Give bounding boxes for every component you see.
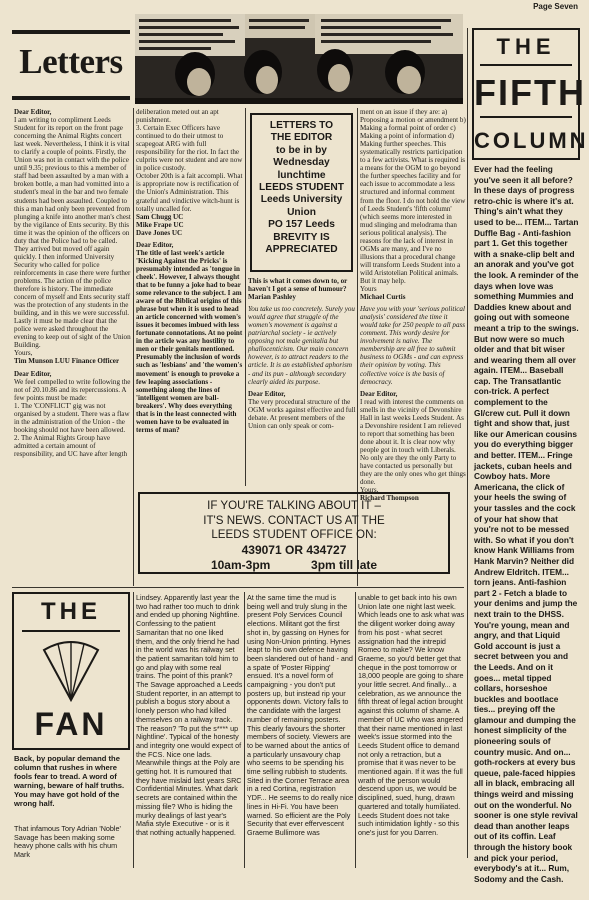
letter2-continued: deliberation meted out an apt punishment.: [136, 108, 219, 125]
letter2-signature-1: Sam Chugg UC: [136, 212, 184, 221]
letters-column-1: [14, 108, 131, 586]
letter2-point2: 2. The Animal Rights Group have admitted a certain amount of responsibility, and UC have after length: [14, 433, 128, 458]
letters-column-2: [136, 108, 244, 486]
letters-heading-box: [12, 30, 130, 100]
fan-intro: Back, by popular demand the column that rushes in where fools fear to tread. A word of warning, beware of half truths. You may have got hold of the wrong half.: [14, 754, 125, 808]
page-number: Page Seven: [533, 2, 578, 11]
letter2-intro: We feel compelled to write following the not of 20.10.86 and its repercussions. A few points must be made:: [14, 377, 131, 402]
letter4-salutation: Dear Editor,: [248, 389, 286, 398]
letter4-continued: ment on an issue if they are: a) Proposing a motion or amendment b) Making a formal point of order c) Making a point of information d) Making further speeches. This systematically restricts participation to a few activists. What is required is a means for the OGM to go beyond the further speeches facility and for each issue to accommodate a less structured and informal comment from the floor. I do not hold the view of Leeds Student's 'fifth column' (which seems more interested in mud slinging and melodrama than serious political analysis). The reasons for the lack of interest in OGMs are many, and I've no illusions that a procedural change will transform Leeds Student into a wild Aristotelian Political animals. But it may help.: [360, 108, 466, 285]
letter4-editor-reply: Have you with your 'serious political analysis' considered the time it would take for 250 people to all pass comment. This wordy desire for involvement is naive. The membership are all free to submit business to OGMs - and can express their opinion by voting. This collective voice is the basis of democracy.: [360, 305, 466, 386]
fan-title-fan: FAN: [34, 706, 108, 742]
fan-graphic-icon: [40, 638, 102, 704]
letter2-point3: 3. Certain Exec Officers have continued to do their utmost to scapegoat ARG with full responsibility for the riot. In fact the culprits were not student and are now in police custody.: [136, 124, 243, 173]
contact-newsroom-box: [138, 492, 450, 574]
letter5-signature: Richard Thompson: [360, 494, 419, 503]
contact-hours-evening: 3pm till late: [311, 557, 378, 572]
letters-column-3: [248, 277, 356, 486]
fifth-column-title-the: THE: [496, 34, 556, 59]
letter2-signature-3: Dave Jones UC: [136, 228, 183, 237]
letter4-closing: Yours: [360, 285, 377, 294]
contact-hours-day: 10am-3pm: [210, 557, 271, 572]
letter4-body: The very procedural structure of the OGM works against effective and full debate. At present members of the Union can only speak or com-: [248, 397, 356, 430]
photo-illustration: [135, 14, 463, 104]
box-line: Leeds University: [260, 194, 343, 206]
letter1-body: I am writing to compliment Leeds Student for its report on the front page concerning the Animal Rights concert last week. Nevertheless, I think it is vital to clarify a couple of points. Firstly, the Union was not in contact with the police until 9.35; previous to this a member of staff had been assaulted by a man with a broken bottle, a man had vomitted into a student's meal in the bar and two female students had been assaulted. Coupled to this a man had only been prevented from plunging a knife into another man's chest by the vigilance of Ents security. By this time it was the opinion of the officers on duty that the Police had to be called. They arrived but moved off again quickly. I then informed University Security who called for police reinforcements in case there were further problems. The action of the police therefore is history. The immediate concern of myself and Ents security staff was the protection of any students in the building, and in this we were successful. Lastly it must be made clear that the police were asked throughout the evening to keep out of sight of the Union Building.: [14, 116, 131, 350]
fifth-column-title-box: [472, 28, 589, 160]
box-line: LEEDS STUDENT: [259, 182, 344, 194]
box-line: THE EDITOR: [270, 132, 333, 144]
fifth-column-title-fifth: FIFTH: [474, 72, 586, 113]
fan-column-1: That infamous Tory Adrian 'Noble' Savage has been making some heavy phone calls with his chum Mark: [14, 824, 121, 860]
fan-title-the: THE: [41, 598, 101, 625]
box-line: PO 157 Leeds: [268, 219, 335, 231]
fan-column-2: Lindsey. Apparently last year the two had rather too much to drink and ended up phoning Nightline. Confessing to the patient Samaritan that no one liked them, and the only friend he had in the world was his railway set the patient samaritan told him to go and play with some real trains. The point of this prank? The Savage approached a Leeds Student reporter, in an attempt to publish a bogus story about a lonely person who had killed themselves on a railway track. The reason? 'To put the s**** up Nightline'. Typical of the honesty and integrity one would expect of the FCS. Nice one lads. Meanwhile things at the Poly are getting hot. It is rumoured that they have mislaid last years SRC Confidential Minutes. What dark secrets are contained within the missing file? Who is hiding the murky dealings of last year's Mafia style Executive - or is it that nothing actually happened.: [136, 593, 243, 837]
box-line: to be in by: [276, 144, 327, 156]
letter3-salutation: Dear Editor,: [136, 240, 174, 249]
letter3-editor-reply: You take us too concretely. Surely you would agree that struggle of the women's movement is against a patriarchal society - ie actively opposing not male genitalia but phallocenticism. Our main concern however, is to attract readers to the article. It is an established aphorism - and its pun - although secondary clearly aided its purpose.: [248, 305, 355, 386]
fifth-column-title-column: COLUMN: [474, 128, 589, 153]
letter2-signature-2: Mike Frape UC: [136, 220, 184, 229]
contact-line-2: IT'S NEWS. CONTACT US AT THE: [203, 513, 385, 527]
letters-title: Letters: [19, 42, 123, 81]
letter2-paragraph: October 20th is a fait accompli. What is appropriate now is rectification of the Union's Administration. This grateful and vindictive witch-hunt is totally uncalled for.: [136, 172, 243, 213]
letter1-salutation: Dear Editor,: [14, 108, 52, 116]
box-line: Wednesday: [273, 157, 330, 169]
letter2-salutation: Dear Editor,: [14, 369, 52, 378]
contact-line-1: IF YOU'RE TALKING ABOUT IT –: [207, 499, 381, 512]
box-line: LETTERS TO: [269, 120, 334, 131]
letter2-point1: 1. The 'CONFLICT' gig was not organised by a student. There was a flaw in the administration of the Union - the booking should not have been allowed.: [14, 401, 130, 434]
contact-phone-numbers: 439071 OR 434727: [241, 542, 347, 557]
fifth-column-text: Ever had the feeling you've seen it all before? In these days of progress retro-chic is where it's at. Thing's ain't what they used to be... ITEM... Tartan Duffle Bag - Anti-fashion part 1. Get this together with a snake-clip belt and an anorak and you've got the look. A reminder of the days when love was something Mummies and Daddies knew about and going out with someone meant a trip to the swings. But now were so much older and that bit wiser and wearing them all over again. ITEM... Baseball cap. The Transatlantic con-trick. A perfect complement to the GI/crew cut. Pull it down tight and show that, just like our American cousins you do everything bigger and better. ITEM... Fringe jackets, cuban heels and Cowboy hats. More Americana, the click of your heels the swing of your tassles and the cock of your hat show that you're not to be messed with. So what if you don't know Hank Williams from Hank Marvin? Neither did Andrew Eldritch. ITEM... torn jeans. Anti-fashion part 2 - Fetch a blade to your denims and jump the next train to the DHSS. You're young, mean and angry, and that Liquid Gold account is just a secret between you and the Leeds. And on it goes... metal tipped collars, horseshoe buckles and bootlace ties... preying off the glamour and dumping the honest simplicity of the pioneering souls of country music. And on... goth-rockers at every bus queue, pale-faced hippies all in black, embracing all things weird and missing out on the wonderful. No sooner is one style revival dead than another leaps out of its coffin. Leaf through the history book and pick your period, everybody's at it... Rum, Sodomy and the Cash.: [474, 164, 579, 884]
letters-to-editor-box: [250, 113, 353, 272]
letter5-closing: Yours,: [360, 486, 379, 495]
letter3-body: The title of last week's article 'Kicking Against the Pricks' is presumably intended as 'tongue in cheek'. However, I always thought that to be funny a joke had to bear some relevance to the subject. I am aware of the Biblical origins of this phrase but when it is used to head an article concerned with women's issues it becomes imbued with less fortunate connotations. At no point in the article was any hostility to men or their genitals mentioned. Presumably the inclusion of words such as 'lesbians' and 'the women's movement' is enough to provoke a few leaping associations - something along the lines of 'intelligent women are ball-breakers'. Why does everything that is in the least connected with women have to be evaluated in terms of man?: [136, 248, 243, 434]
fan-column-3: At the same time the mud is being well and truly slung in the present Poly Services Council elections. Militant got the first shot in, by gassing on Hynes for using Non-Union printing. Hynes leapt to his own defence having been slandered out of hand - and a spate of 'Poster Ripping' ensued. It's a novel form of campaigning - you don't put posters up, but instead rip your opponents down. Victory falls to the candidate with the largest number of remaining posters. This clearly favours the shorter members of society. Viewers are to be warned about the antics of a particularly unsavoury chap who seems to be spending his time selling rubbish to students. Sited in the Corner Terrace area in a red Cortina, registration YDF... He seems to do really nice lines in Hi-Fi. You have been warned. So efficient are the Poly Security that ever effervescent Graeme Bullimore was: [247, 593, 354, 837]
fan-title-box: [12, 592, 130, 750]
photo-people-reading-newspapers: [135, 14, 463, 104]
letter1-closing: Yours,: [14, 349, 33, 358]
contact-line-3: LEEDS STUDENT OFFICE ON:: [211, 528, 377, 541]
letter3-signature: Marian Pashley: [248, 293, 296, 302]
letter4-signature: Michael Curtis: [360, 293, 406, 302]
letter5-body: I read with interest the comments on smells in the vicinity of Devonshire Hall in last weeks Leeds Student. As a Devonshire resident I am relieved to report that something has been done about it. It is clear now why people got in touch with Liberals. No only are they the only Party to have contacted us personally but they are the only ones who get things done.: [360, 397, 466, 487]
box-line: BREVITY IS: [273, 231, 330, 243]
letter1-signature: Tim Munson LUU Finance Officer: [14, 357, 120, 366]
box-line: APPRECIATED: [265, 244, 338, 256]
letter3-conclusion: This is what it comes down to, or haven't I got a sense of humour?: [248, 277, 348, 294]
box-line: lunchtime: [277, 169, 326, 181]
letter5-salutation: Dear Editor,: [360, 389, 398, 398]
fan-column-4: unable to get back into his own Union late one night last week. Which leads one to ask what was the diligent worker doing away from his post - what secret assignation had the intrepid Romeo to make? We know Graeme, so you'd better get that cheque in the post tomorrow or 18,000 people are going to share your little secret. And finally... a celebration, as we announce the fifth threat of legal action brought against this column of shame. A member of UC who was angered that their name mentioned in last week's issue stormed into the Leeds Student office to demand not only a retraction, but a promise that it was never to be mentioned again. If it was the full wrath of the person would descend upon us, we would be disciplined, sued, hung, drawn quartered and totally humiliated. Leeds Student does not take such intimidation lightly - so this one's just for you Darren.: [358, 593, 465, 837]
box-line: Union: [287, 206, 316, 218]
